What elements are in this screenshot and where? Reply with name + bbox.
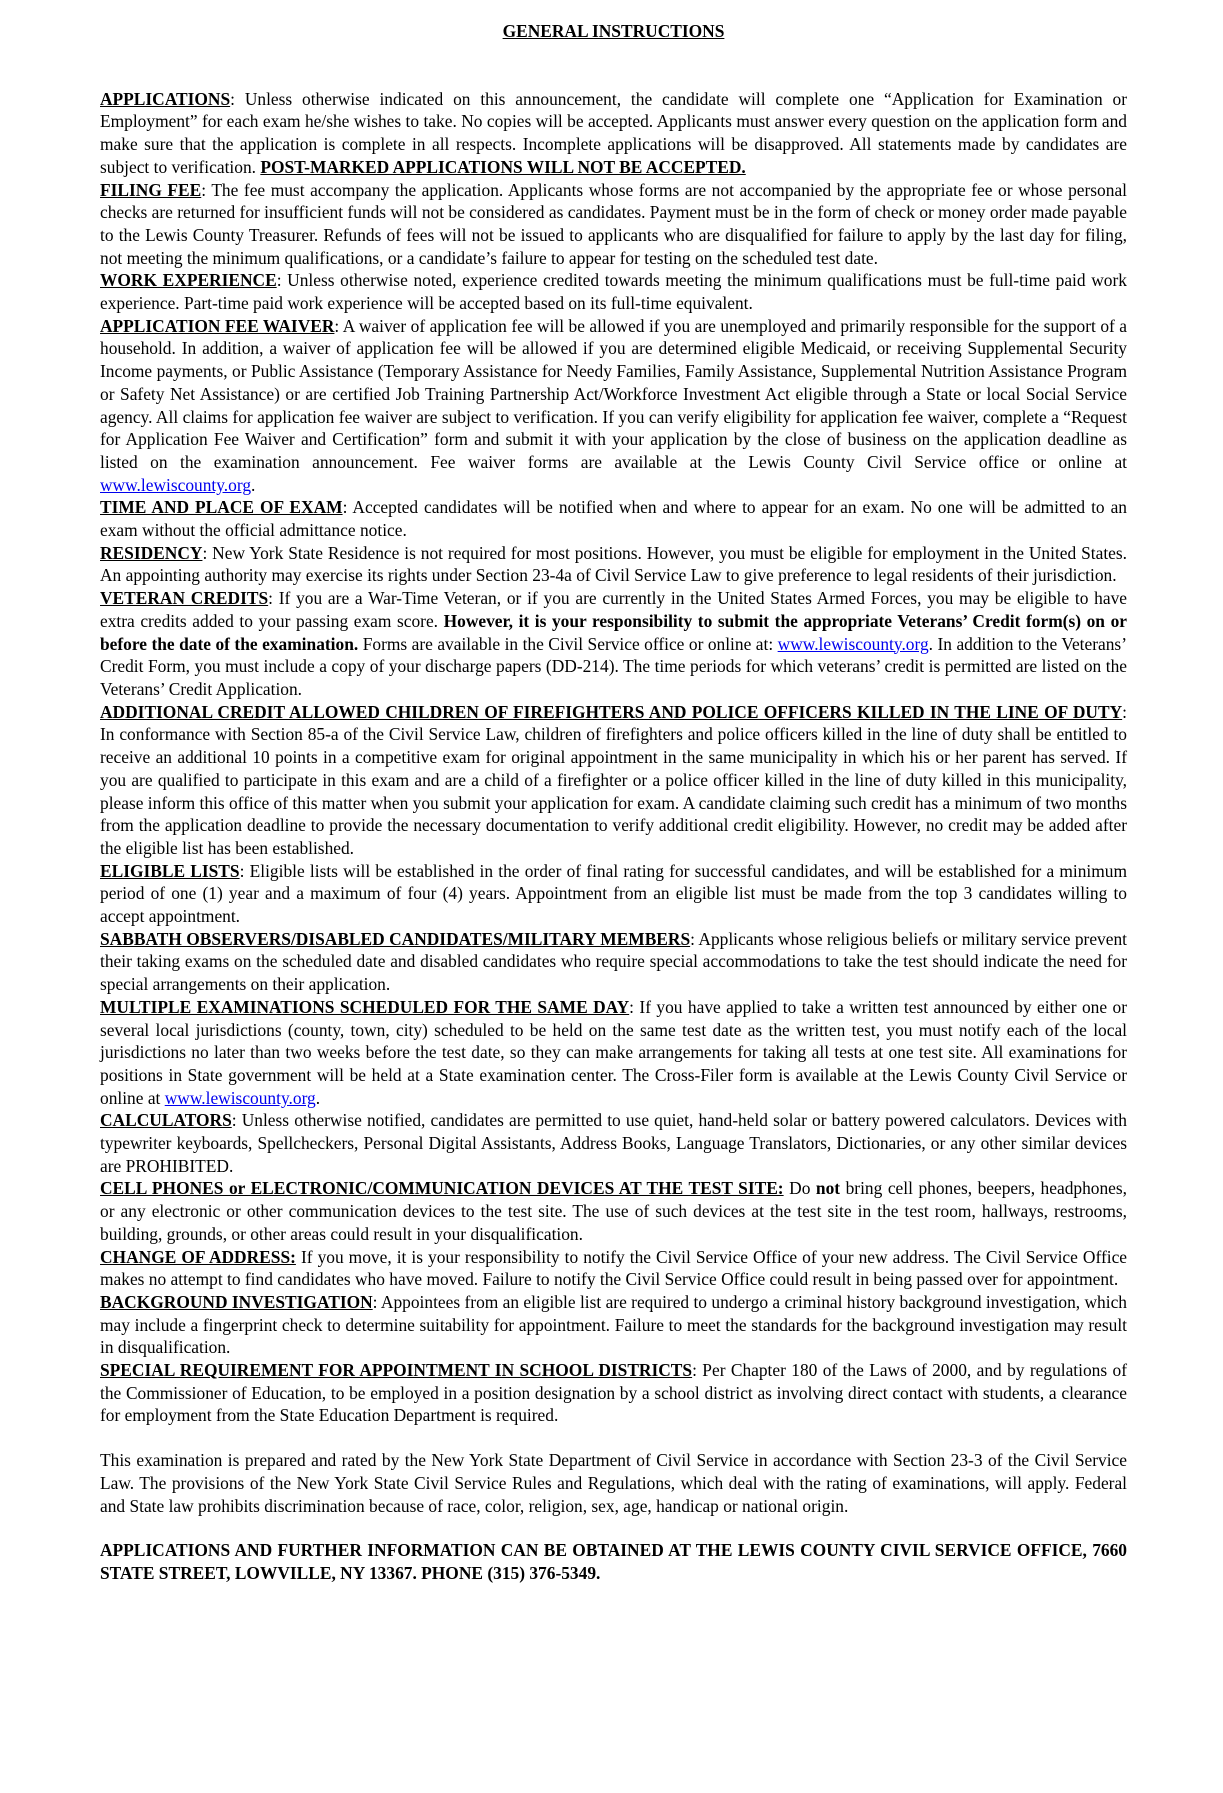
website-link[interactable]: www.lewiscounty.org (100, 474, 252, 495)
section-text: : The fee must accompany the application. Applicants whose forms are not accompanied by the appropriate fee or whose personal checks are returned for insufficient funds will not be considered as candidates. Payment must be in the form of check or money order made payable to the Lewis County Treasurer. Refunds of fees will not be issued to applicants who are disqualified for failure to apply by the last day for filing, not meeting the minimum qualifications, or a candidate’s failure to appear for testing on the scheduled test date. (100, 179, 1128, 268)
section-heading: FILING FEE (100, 179, 202, 200)
section-heading: VETERAN CREDITS (100, 588, 269, 609)
website-link[interactable]: www.lewiscounty.org (164, 1087, 316, 1108)
section-bold-text: However, it is your responsibility to submit the appropriate Veterans’ Credit form(s) on or before the date of the examination. (100, 610, 1127, 654)
page-title: GENERAL INSTRUCTIONS (502, 21, 725, 41)
section-applications (100, 88, 1127, 179)
section-time-place (100, 496, 1127, 541)
section-heading: SPECIAL REQUIREMENT FOR APPOINTMENT IN SCHOOL DISTRICTS (100, 1360, 693, 1381)
section-text: : If you have applied to take a written test announced by either one or several local jurisdictions (county, town, city) scheduled to be held on the same test date as the written test, you must notify each of the local jurisdictions no later than two weeks before the test date, so they can make arrangements for taking all tests at one test site. All examinations for positions in State government will be held at a State examination center. The Cross-Filer form is available at the Lewis County Civil Service or online at (100, 996, 1127, 1108)
section-text: : Eligible lists will be established in the order of final rating for successful candidates, and will be established for a minimum period of one (1) year and a maximum of four (4) years. Appointment from an eligible list must be made from the top 3 candidates willing to accept appointment. (100, 860, 1128, 927)
section-change-address (100, 1246, 1127, 1291)
section-heading: APPLICATIONS (100, 88, 231, 109)
section-text: . (251, 474, 256, 495)
section-text: : A waiver of application fee will be allowed if you are unemployed and primarily responsible for the support of a household. In addition, a waiver of application fee will be allowed if you are determined eligible Medicaid, or receiving Supplemental Security Income payments, or Public Assistance (Temporary Assistance for Needy Families, Family Assistance, Supplemental Nutrition Assistance Program or Safety Net Assistance) or are certified Job Training Partnership Act/Workforce Investment Act eligible through a State or local Social Service agency. All claims for application fee waiver are subject to verification. If you can verify eligibility for application fee waiver, complete a “Request for Application Fee Waiver and Certification” form and submit it with your application by the close of business on the application deadline as listed on the examination announcement. Fee waiver forms are available at the Lewis County Civil Service office or online at (100, 315, 1127, 472)
section-additional-credit (100, 701, 1127, 860)
website-link[interactable]: www.lewiscounty.org (777, 633, 929, 654)
section-text: : Per Chapter 180 of the Laws of 2000, and by regulations of the Commissioner of Education, to be employed in a position designation by a school district as involving direct contact with students, a clearance for employment from the State Education Department is required. (100, 1360, 1127, 1426)
section-text: : If you are a War-Time Veteran, or if you are currently in the United States Armed Forces, you may be eligible to have extra credits added to your passing exam score. (100, 588, 1127, 631)
section-text: bring cell phones, beepers, headphones, or any electronic or other communication devices to the test site. The use of such devices at the test site in the test room, hallways, restrooms, building, grounds, or other areas could result in your disqualification. (100, 1178, 1128, 1244)
section-text: : Accepted candidates will be notified when and where to appear for an exam. No one will be admitted to an exam without the official admittance notice. (100, 497, 1127, 541)
section-work-experience (100, 269, 1127, 314)
section-text: : Applicants whose religious beliefs or military service prevent their taking exams on the scheduled date and disabled candidates who require special accommodations to take the test should indicate the need for special arrangements on their application. (100, 928, 1127, 995)
section-text: . (315, 1087, 321, 1108)
section-text: . In addition to the Veterans’ Credit Form, you must include a copy of your discharge papers (DD-214). The time periods for which veterans’ credit is permitted are listed on the Veterans’ Credit Application. (100, 633, 1127, 699)
section-residency (100, 542, 1127, 587)
section-heading: CELL PHONES or ELECTRONIC/COMMUNICATION DEVICES AT THE TEST SITE: (100, 1178, 784, 1199)
section-text: : Unless otherwise indicated on this announcement, the candidate will complete one “Application for Examination or Employment” for each exam he/she wishes to take. No copies will be accepted. Applicants must answer every question on the application form and make sure that the application is complete in all respects. Incomplete applications will be disapproved. All statements made by candidates are subject to verification. (100, 88, 1127, 177)
section-heading: CALCULATORS (100, 1110, 232, 1131)
section-text: : In conformance with Section 85-a of the Civil Service Law, children of firefighters and police officers killed in the line of duty shall be entitled to receive an additional 10 points in a competitive exam for original appointment in the same municipality in which his or her parent has served. If you are qualified to participate in this exam and are a child of a firefighter or a police officer killed in the line of duty killed in this municipality, please inform this office of this matter when you submit your application for exam. A candidate claiming such credit has a minimum of two months from the application deadline to provide the necessary documentation to verify additional credit eligibility. However, no credit may be added after the eligible list has been established. (100, 701, 1127, 858)
section-heading: APPLICATION FEE WAIVER (100, 315, 335, 336)
section-special-requirement (100, 1359, 1127, 1427)
section-eligible-lists (100, 860, 1127, 928)
section-text: If you move, it is your responsibility to notify the Civil Service Office of your new address. The Civil Service Office makes no attempt to find candidates who have moved. Failure to notify the Civil Service Office could result in being passed over for appointment. (100, 1246, 1128, 1290)
section-heading: ELIGIBLE LISTS (100, 860, 240, 881)
section-cell-phones (100, 1177, 1127, 1245)
section-heading: CHANGE OF ADDRESS: (100, 1246, 296, 1267)
section-sabbath (100, 928, 1127, 996)
section-heading: SABBATH OBSERVERS/DISABLED CANDIDATES/MILITARY MEMBERS (100, 928, 691, 949)
section-background (100, 1291, 1127, 1359)
section-calculators (100, 1109, 1127, 1177)
section-veteran-credits (100, 587, 1127, 701)
section-fee-waiver (100, 315, 1127, 497)
section-text: Forms are available in the Civil Service office or online at: (358, 633, 778, 654)
section-heading: TIME AND PLACE OF EXAM (100, 497, 343, 518)
contact-footer: APPLICATIONS AND FURTHER INFORMATION CAN BE OBTAINED AT THE LEWIS COUNTY CIVIL SERVICE OFFICE, 7660 STATE STREET, LOWVILLE, NY 13367. PHONE (315) 376-5349. (100, 1540, 1127, 1583)
section-heading: WORK EXPERIENCE (100, 270, 277, 291)
section-filing-fee (100, 179, 1127, 270)
section-multiple-exams (100, 996, 1127, 1110)
section-heading: MULTIPLE EXAMINATIONS SCHEDULED FOR THE SAME DAY (100, 996, 630, 1017)
section-bold-text: not (815, 1178, 841, 1199)
section-text: Do (783, 1178, 816, 1199)
section-text: : New York State Residence is not required for most positions. However, you must be eligible for employment in the United States. An appointing authority may exercise its rights under Section 23-4a of Civil Service Law to give preference to legal residents of their jurisdiction. (100, 542, 1127, 586)
section-emphasis: POST-MARKED APPLICATIONS WILL NOT BE ACCEPTED. (260, 156, 746, 177)
closing-paragraph: This examination is prepared and rated by the New York State Department of Civil Service in accordance with Section 23-3 of the Civil Service Law. The provisions of the New York State Civil Service Rules and Regulations, which deal with the rating of examinations, will apply. Federal and State law prohibits discrimination because of race, color, religion, sex, age, handicap or national origin. (100, 1450, 1127, 1516)
section-heading: ADDITIONAL CREDIT ALLOWED CHILDREN OF FIREFIGHTERS AND POLICE OFFICERS KILLED IN THE LINE OF DUTY (100, 701, 1123, 722)
section-heading: BACKGROUND INVESTIGATION (100, 1291, 373, 1312)
section-text: : Unless otherwise notified, candidates are permitted to use quiet, hand-held solar or battery powered calculators. Devices with typewriter keyboards, Spellcheckers, Personal Digital Assistants, Address Books, Language Translators, Dictionaries, or any other similar devices are PROHIBITED. (100, 1110, 1127, 1176)
section-heading: RESIDENCY (100, 542, 203, 563)
section-text: : Unless otherwise noted, experience credited towards meeting the minimum qualifications must be full-time paid work experience. Part-time paid work experience will be accepted based on its full-time equivalent. (100, 270, 1127, 314)
section-text: : Appointees from an eligible list are required to undergo a criminal history background investigation, which may include a fingerprint check to determine suitability for appointment. Failure to meet the standards for the background investigation may result in disqualification. (100, 1291, 1127, 1358)
